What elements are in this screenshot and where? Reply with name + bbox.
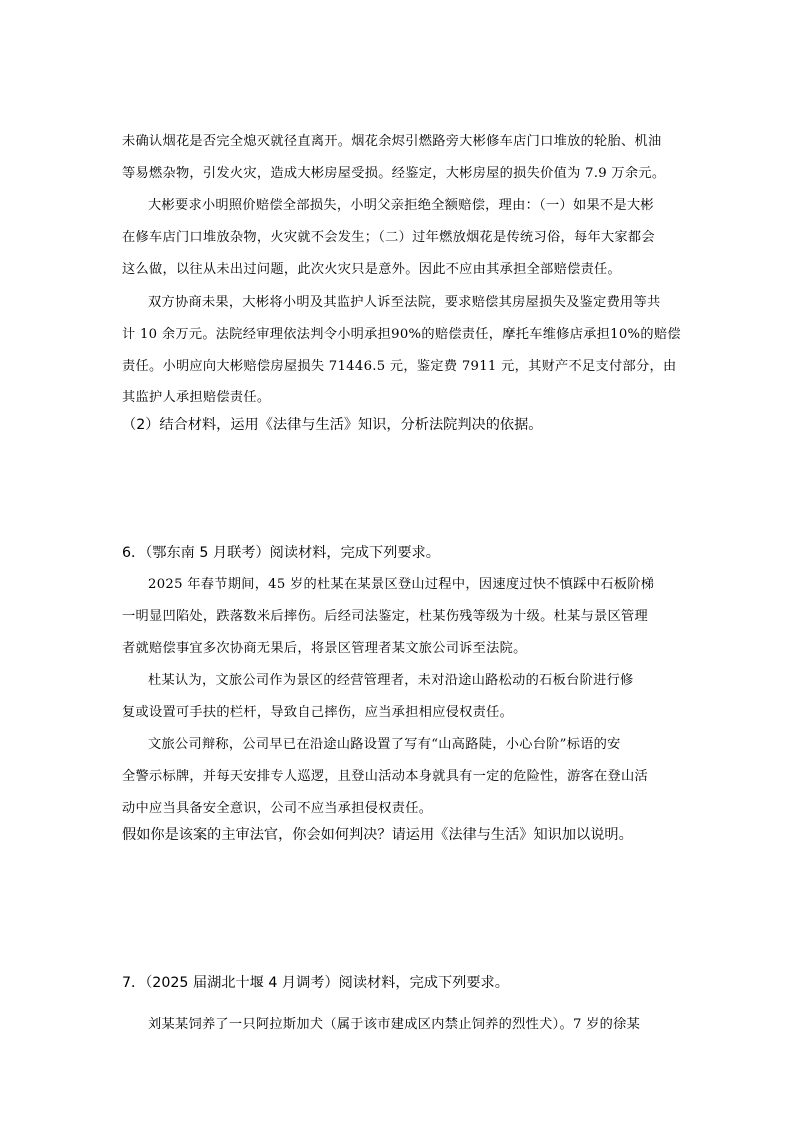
question-7-heading: 7．（2025 届湖北十堰 4 月调考）阅读材料，完成下列要求。 (122, 975, 509, 991)
material-line: 全警示标牌，并每天安排专人巡逻，且登山活动本身就具有一定的危险性，游客在登山活 (122, 769, 649, 784)
material-line: 一明显凹陷处，跌落数米后摔伤。后经司法鉴定，杜某伤残等级为十级。杜某与景区管理 (122, 609, 649, 624)
material-line: 其监护人承担赔偿责任。 (122, 390, 271, 405)
material-line: 责任。小明应向大彬赔偿房屋损失 71446.5 元，鉴定费 7911 元，其财产不足支付部分，由 (122, 359, 677, 374)
material-line: 在修车店门口堆放杂物，火灾就不会发生；（二）过年燃放烟花是传统习俗，每年大家都会 (122, 230, 655, 245)
material-line: 刘某某饲养了一只阿拉斯加犬（属于该市建成区内禁止饲养的烈性犬）。7 岁的徐某 (148, 1017, 641, 1032)
question-2: （2）结合材料，运用《法律与生活》知识，分析法院判决的依据。 (122, 417, 543, 433)
material-line: 者就赔偿事宜多次协商无果后，将景区管理者某文旅公司诉至法院。 (122, 641, 527, 656)
material-line: 复或设置可手扶的栏杆，导致自己摔伤，应当承担相应侵权责任。 (122, 705, 514, 720)
material-line: 杜某认为，文旅公司作为景区的经营管理者，未对沿途山路松动的石板台阶进行修 (148, 673, 634, 688)
material-line: 双方协商未果，大彬将小明及其监护人诉至法院，要求赔偿其房屋损失及鉴定费用等共 (148, 295, 661, 310)
material-line: 2025 年春节期间，45 岁的杜某在某景区登山过程中，因速度过快不慎踩中石板阶梯 (148, 577, 655, 592)
question-6-prompt: 假如你是该案的主审法官，你会如何判决？请运用《法律与生活》知识加以说明。 (122, 827, 633, 843)
material-line: 未确认烟花是否完全熄灭就径直离开。烟花余烬引燃路旁大彬修车店门口堆放的轮胎、机油 (122, 134, 662, 149)
material-line: 等易燃杂物，引发火灾，造成大彬房屋受损。经鉴定，大彬房屋的损失价值为 7.9 万余元。 (122, 166, 666, 181)
material-line: 这么做，以往从未出过问题，此次火灾只是意外。因此不应由其承担全部赔偿责任。 (122, 262, 622, 277)
material-line: 大彬要求小明照价赔偿全部损失，小明父亲拒绝全额赔偿，理由：（一）如果不是大彬 (148, 198, 654, 213)
material-line: 计 10 余万元。法院经审理依法判令小明承担90%的赔偿责任，摩托车维修店承担10%的赔偿 (122, 327, 681, 342)
material-line: 文旅公司辩称，公司早已在沿途山路设置了写有“山高路陡，小心台阶”标语的安 (148, 737, 621, 752)
material-line: 动中应当具备安全意识，公司不应当承担侵权责任。 (122, 801, 433, 816)
question-6-heading: 6．（鄂东南 5 月联考）阅读材料，完成下列要求。 (122, 545, 440, 561)
